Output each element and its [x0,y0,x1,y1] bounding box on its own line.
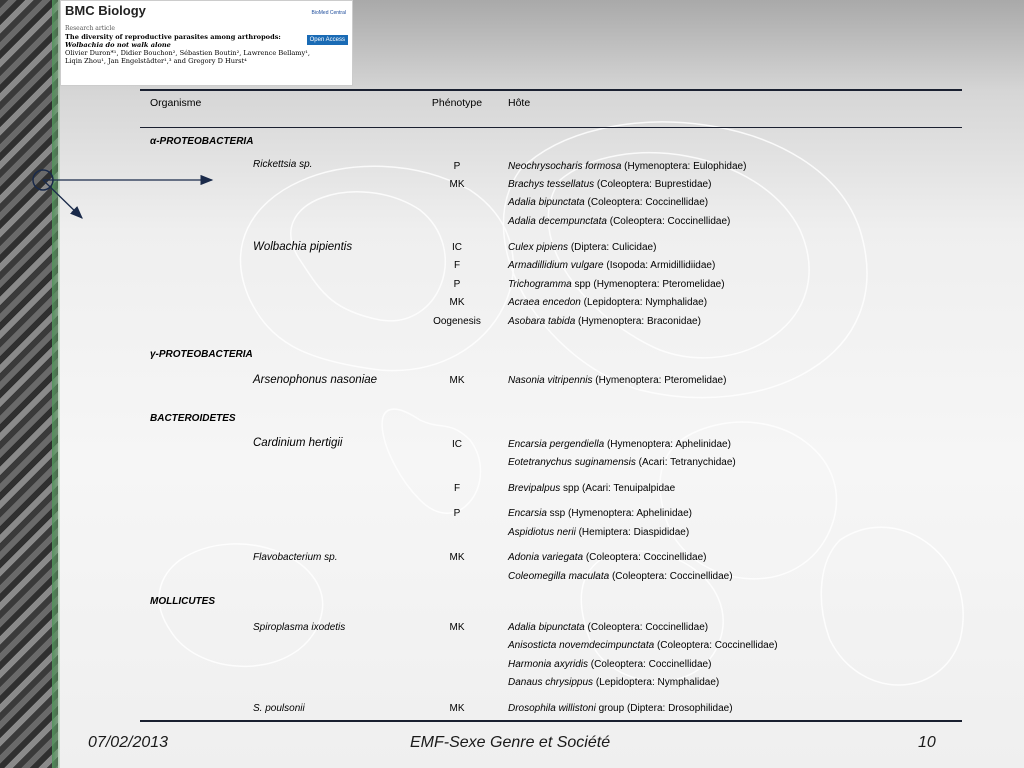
article-type: Research article [65,25,115,32]
section-gamma-proteobacteria: γ-PROTEOBACTERIA [150,349,253,360]
host-cell: Adalia bipunctata (Coleoptera: Coccinellidae) [508,622,709,633]
open-access-badge: Open Access [307,35,348,45]
organism-spiroplasma: Spiroplasma ixodetis [253,622,346,633]
host-cell: Culex pipiens (Diptera: Culicidae) [508,242,657,253]
host-cell: Adalia decempunctata (Coleoptera: Coccinellidae) [508,216,731,227]
host-cell: Brevipalpus spp (Acari: Tenuipalpidae [508,483,676,494]
article-authors-line1: Olivier Duron*¹, Didier Bouchon², Sébastien Boutin², Lawrence Bellamy¹, [65,49,310,57]
host-cell: Eotetranychus suginamensis (Acari: Tetranychidae) [508,457,736,468]
host-cell: Anisosticta novemdecimpunctata (Coleoptera: Coccinellidae) [508,640,778,651]
host-cell: Adalia bipunctata (Coleoptera: Coccinellidae) [508,197,709,208]
phenotype-cell: F [453,260,461,271]
phenotype-cell: Oogenesis [433,316,481,327]
phenotype-cell: F [453,483,461,494]
organism-flavobacterium: Flavobacterium sp. [253,552,338,563]
section-mollicutes: MOLLICUTES [150,596,215,607]
article-title-line1: The diversity of reproductive parasites among arthropods: [65,33,281,41]
arrow-diagonal [43,180,82,218]
phenotype-cell: IC [452,242,462,253]
host-cell: Harmonia axyridis (Coleoptera: Coccinellidae) [508,659,712,670]
host-cell: Coleomegilla maculata (Coleoptera: Coccinellidae) [508,571,733,582]
host-cell: Brachys tessellatus (Coleoptera: Buprestidae) [508,179,712,190]
host-cell: Aspidiotus nerii (Hemiptera: Diaspididae) [508,527,690,538]
article-authors-line2: Liqin Zhou¹, Jan Engelstädter¹,³ and Gregory D Hurst⁴ [65,57,247,65]
phenotype-cell: MK [449,622,465,633]
header-organism: Organisme [150,97,202,109]
phenotype-cell: P [453,279,461,290]
organism-rickettsia: Rickettsia sp. [253,159,313,170]
organism-arsenophonus: Arsenophonus nasoniae [253,374,378,386]
article-title-line2: Wolbachia do not walk alone [65,41,171,49]
organism-s-poulsonii: S. poulsonii [253,703,305,714]
host-cell: Encarsia pergendiella (Hymenoptera: Aphelinidae) [508,439,731,450]
host-cell: Neochrysocharis formosa (Hymenoptera: Eulophidae) [508,161,747,172]
footer-title: EMF-Sexe Genre et Société [410,734,611,751]
host-cell: Armadillidium vulgare (Isopoda: Armidillidiidae) [508,260,716,271]
phenotype-cell: IC [452,439,462,450]
phenotype-cell: MK [449,552,465,563]
phenotype-cell: P [453,161,461,172]
host-cell: Encarsia ssp (Hymenoptera: Aphelinidae) [508,508,692,519]
host-cell: Drosophila willistoni group (Diptera: Drosophilidae) [508,703,733,714]
journal-name: BMC Biology [65,3,146,18]
phenotype-cell: P [453,508,461,519]
host-cell: Asobara tabida (Hymenoptera: Braconidae) [508,316,701,327]
host-cell: Adonia variegata (Coleoptera: Coccinellidae) [508,552,707,563]
phenotype-cell: MK [449,703,465,714]
pointer-arrows [0,0,260,240]
host-cell: Trichogramma spp (Hymenoptera: Pteromelidae) [508,279,725,290]
table-top-rule [140,89,962,91]
header-host: Hôte [508,97,531,109]
phenotype-cell: MK [449,297,465,308]
phenotype-cell: MK [449,375,465,386]
section-bacteroidetes: BACTEROIDETES [150,413,236,424]
header-phenotype: Phénotype [431,97,483,109]
host-cell: Nasonia vitripennis (Hymenoptera: Pteromelidae) [508,375,727,386]
section-alpha-proteobacteria: α-PROTEOBACTERIA [150,136,254,147]
host-cell: Acraea encedon (Lepidoptera: Nymphalidae) [508,297,708,308]
footer-date: 07/02/2013 [88,734,169,751]
phenotype-cell: MK [449,179,465,190]
host-cell: Danaus chrysippus (Lepidoptera: Nymphalidae) [508,677,720,688]
footer-page-number: 10 [918,734,936,751]
organism-wolbachia: Wolbachia pipientis [253,241,353,253]
table-header-rule [140,127,962,128]
publisher-logo: BioMed Central [311,10,346,16]
organism-cardinium: Cardinium hertigii [253,437,343,449]
table-bottom-rule [140,720,962,722]
